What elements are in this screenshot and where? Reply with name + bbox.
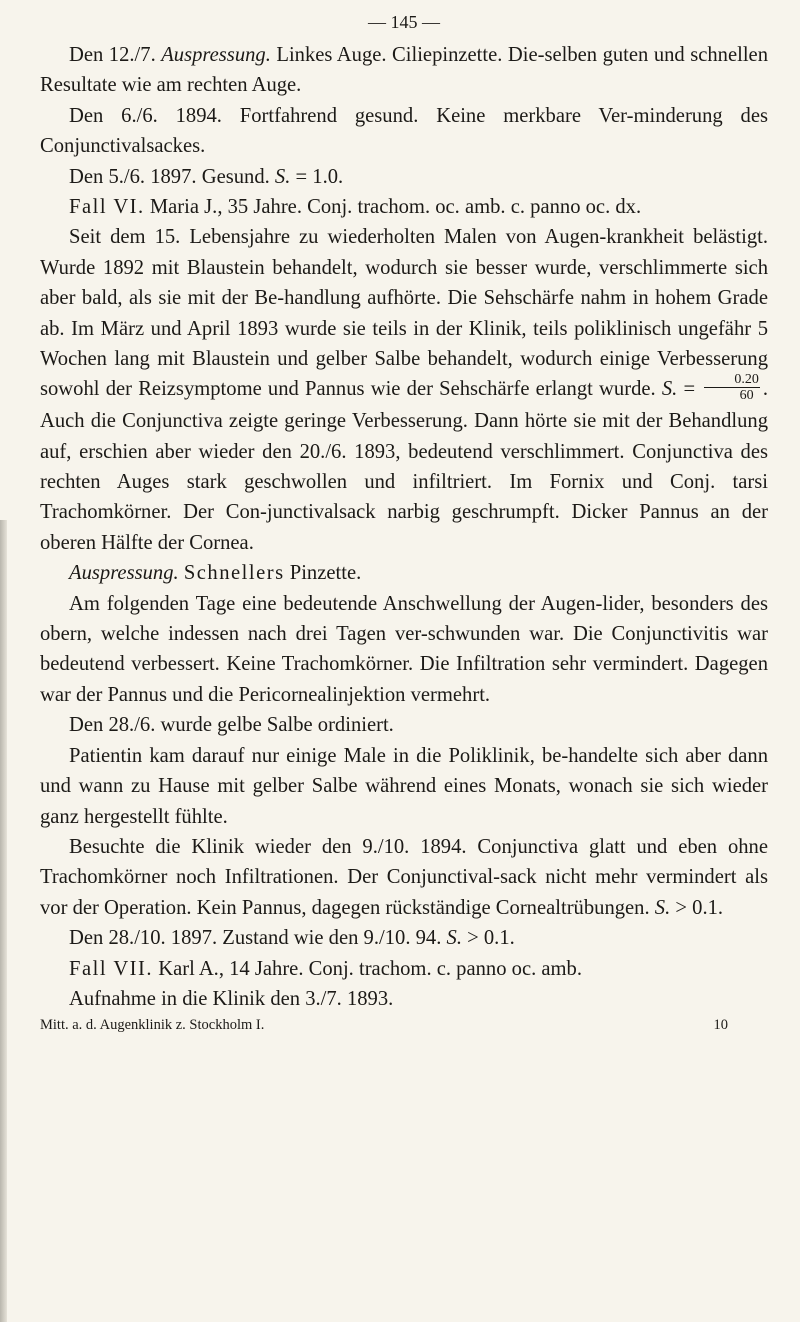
text-run: Am folgenden Tage eine bedeutende Anschwellung der Augen-lider, besonders des obern, welche indessen nach drei Tagen ver-schwunden war. Die Conjunctivitis war bedeutend verbessert. Keine Trachomkörner. Die Infiltration sehr vermindert. Dagegen war der Pannus und die Pericornealinjektion vermehrt.: [40, 592, 768, 706]
text-run: Pinzette.: [284, 562, 362, 585]
text-run: Den 5./6. 1897. Gesund.: [69, 165, 275, 188]
paragraph-9: [40, 741, 768, 832]
paragraph-10: [40, 832, 768, 923]
text-run: Den 6./6. 1894. Fortfahrend gesund. Keine merkbare Ver-minderung des Conjunctivalsackes.: [40, 104, 768, 158]
text-run: Seit dem 15. Lebensjahre zu wiederholten Malen von Augen-krankheit belästigt. Wurde 1892 mit Blaustein behandelt, wodurch sie besser wurde, verschlimmerte sich aber bald, als sie mit der Be-handlung aufhörte. Die Sehschärfe nahm in hohem Grade ab. Im März und April 1893 wurde sie teils in der Klinik, teils poliklinisch ungefähr 5 Wochen lang mit Blaustein und gelber Salbe behandelt, wodurch einige Verbesserung sowohl der Reizsymptome und Pannus wie der Sehschärfe erlangt wurde.: [40, 226, 768, 401]
text-run: > 0.1.: [461, 927, 515, 950]
paragraph-5: [40, 222, 768, 558]
paragraph-8: [40, 710, 768, 740]
text-run: Patientin kam darauf nur einige Male in die Poliklinik, be-handelte sich aber dann und wann zu Hause mit gelber Salbe während eines Monats, wonach sie sich wieder ganz hergestellt fühlte.: [40, 744, 768, 828]
page-edge-shadow: [0, 520, 7, 1322]
spaced-run: Schnellers: [183, 562, 285, 585]
document-page: [40, 8, 768, 1036]
paragraph-3: [40, 162, 768, 192]
text-run: . Auch die Conjunctiva zeigte geringe Verbesserung. Dann hörte sie mit der Behandlung auf, erschien aber wieder den 20./6. 1893, bedeutend verschlimmert. Conjunctiva des rechten Auges stark geschwollen und infiltriert. Im Fornix und Conj. tarsi Trachomkörner. Der Con-junctivalsack narbig geschrumpft. Dicker Pannus an der oberen Hälfte der Cornea.: [40, 378, 768, 554]
footer-source: Mitt. a. d. Augenklinik z. Stockholm I.: [40, 1017, 265, 1034]
paragraph-13: [40, 984, 768, 1014]
italic-run: S.: [274, 165, 291, 188]
fraction-numerator: 0.20: [704, 372, 760, 388]
fraction: [704, 372, 760, 403]
text-run: Aufnahme in die Klinik den 3./7. 1893.: [69, 987, 394, 1010]
italic-run: S.: [661, 378, 678, 401]
page-footer: [40, 1014, 768, 1036]
italic-run: S.: [654, 896, 671, 919]
paragraph-1: [40, 40, 768, 101]
text-run: > 0.1.: [670, 896, 724, 919]
text-run: Linkes Auge. Ciliepinzette. Die-selben guten und schnellen Resultate wie am rechten Auge.: [40, 44, 768, 97]
paragraph-11: [40, 923, 768, 953]
text-run: Besuchte die Klinik wieder den 9./10. 1894. Conjunctiva glatt und eben ohne Trachomkörner noch Infiltrationen. Der Conjunctival-sack nicht mehr vermindert als vor der Operation. Kein Pannus, dagegen rückständige Cornealtrübungen.: [40, 835, 768, 919]
footer-signature-mark: 10: [713, 1017, 728, 1034]
spaced-run: Fall VI.: [69, 196, 145, 219]
text-run: =: [677, 378, 702, 401]
paragraph-7: [40, 589, 768, 711]
paragraph-6: [40, 558, 768, 588]
paragraph-2: [40, 101, 768, 162]
paragraph-fall-vii: [40, 954, 768, 984]
text-run: = 1.0.: [290, 165, 344, 188]
text-run: Karl A., 14 Jahre. Conj. trachom. c. panno oc. amb.: [153, 957, 582, 980]
text-run: Den 28./10. 1897. Zustand wie den 9./10. 94.: [69, 927, 447, 950]
text-run: Den 28./6. wurde gelbe Salbe ordiniert.: [69, 714, 394, 737]
fraction-denominator: 60: [739, 388, 754, 404]
text-run: Maria J., 35 Jahre. Conj. trachom. oc. amb. c. panno oc. dx.: [144, 196, 642, 219]
italic-run: Auspressung.: [161, 44, 271, 66]
spaced-run: Fall VII.: [69, 957, 154, 980]
text-run: Den 12./7.: [69, 44, 162, 66]
page-number: — 145 —: [368, 12, 440, 32]
paragraph-fall-vi: [40, 192, 768, 222]
italic-run: Auspressung.: [69, 562, 179, 585]
italic-run: S.: [446, 927, 462, 950]
